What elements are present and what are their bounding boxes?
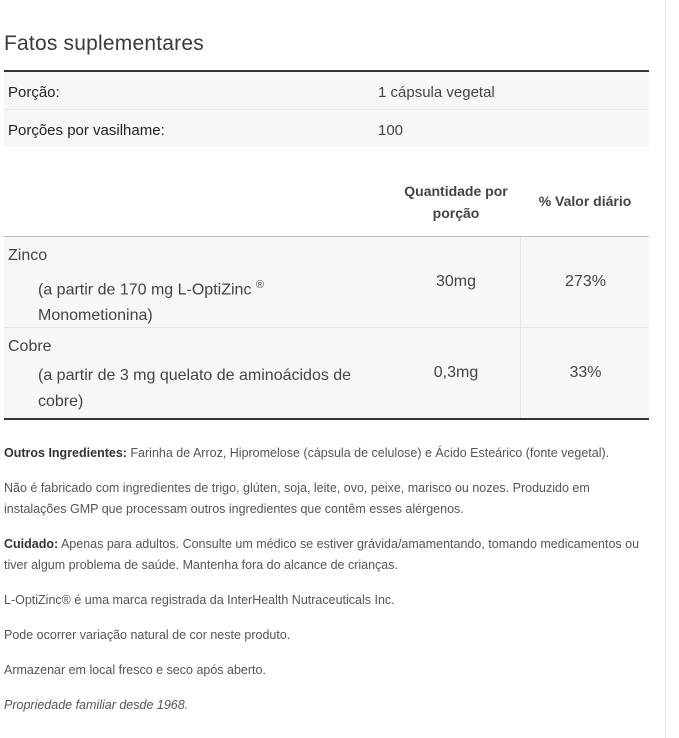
servings-per-container-value: 100 <box>378 122 404 139</box>
page-right-border <box>665 0 666 738</box>
amount-per-serving-header: Quantidade por porção <box>404 183 508 221</box>
nutrition-table <box>4 236 649 420</box>
storage-note: Armazenar em local fresco e seco após aberto. <box>4 663 266 677</box>
trademark-note: L-OptiZinc® é uma marca registrada da InterHealth Nutraceuticals Inc. <box>4 593 395 607</box>
nutrient-name: Cobre <box>8 338 52 355</box>
daily-value-header: % Valor diário <box>538 193 632 209</box>
serving-size-value: 1 cápsula vegetal <box>378 84 495 101</box>
nutrient-row-zinc <box>4 237 649 328</box>
nutrient-name: Zinco <box>8 247 48 264</box>
allergen-note: Não é fabricado com ingredientes de trigo, glúten, soja, leite, ovo, peixe, marisco ou nozes. Produzido em instalações GMP que processam outros ingredientes que contêm esses alérgenos. <box>4 481 590 516</box>
serving-table <box>4 70 649 147</box>
servings-per-container-label: Porções por vasilhame: <box>8 122 165 139</box>
nutrient-row-copper <box>4 328 649 418</box>
serving-size-row <box>4 72 649 110</box>
servings-per-container-row <box>4 110 649 147</box>
other-ingredients-note: Outros Ingredientes: Farinha de Arroz, Hipromelose (cápsula de celulose) e Ácido Esteárico (fonte vegetal). <box>4 446 610 460</box>
page-title: Fatos suplementares <box>4 32 204 55</box>
caution-note: Cuidado: Apenas para adultos. Consulte um médico se estiver grávida/amamentando, tomando medicamentos ou tiver algum problema de saúde. Mantenha fora do alcance de crianças. <box>4 537 640 572</box>
nutrient-amount: 0,3mg <box>433 364 479 381</box>
color-variation-note: Pode ocorrer variação natural de cor neste produto. <box>4 628 291 642</box>
nutrient-detail: (a partir de 3 mg quelato de aminoácidos de cobre) <box>38 367 352 410</box>
notes-section <box>4 443 644 730</box>
nutrient-daily-value: 273% <box>520 237 650 327</box>
nutrition-header <box>4 176 649 236</box>
nutrient-detail: (a partir de 170 mg L-OptiZinc ® Monometionina) <box>38 279 264 325</box>
nutrient-daily-value: 33% <box>520 328 650 418</box>
serving-size-label: Porção: <box>8 84 60 101</box>
family-owned-note: Propriedade familiar desde 1968. <box>4 698 189 712</box>
nutrient-amount: 30mg <box>435 273 477 290</box>
